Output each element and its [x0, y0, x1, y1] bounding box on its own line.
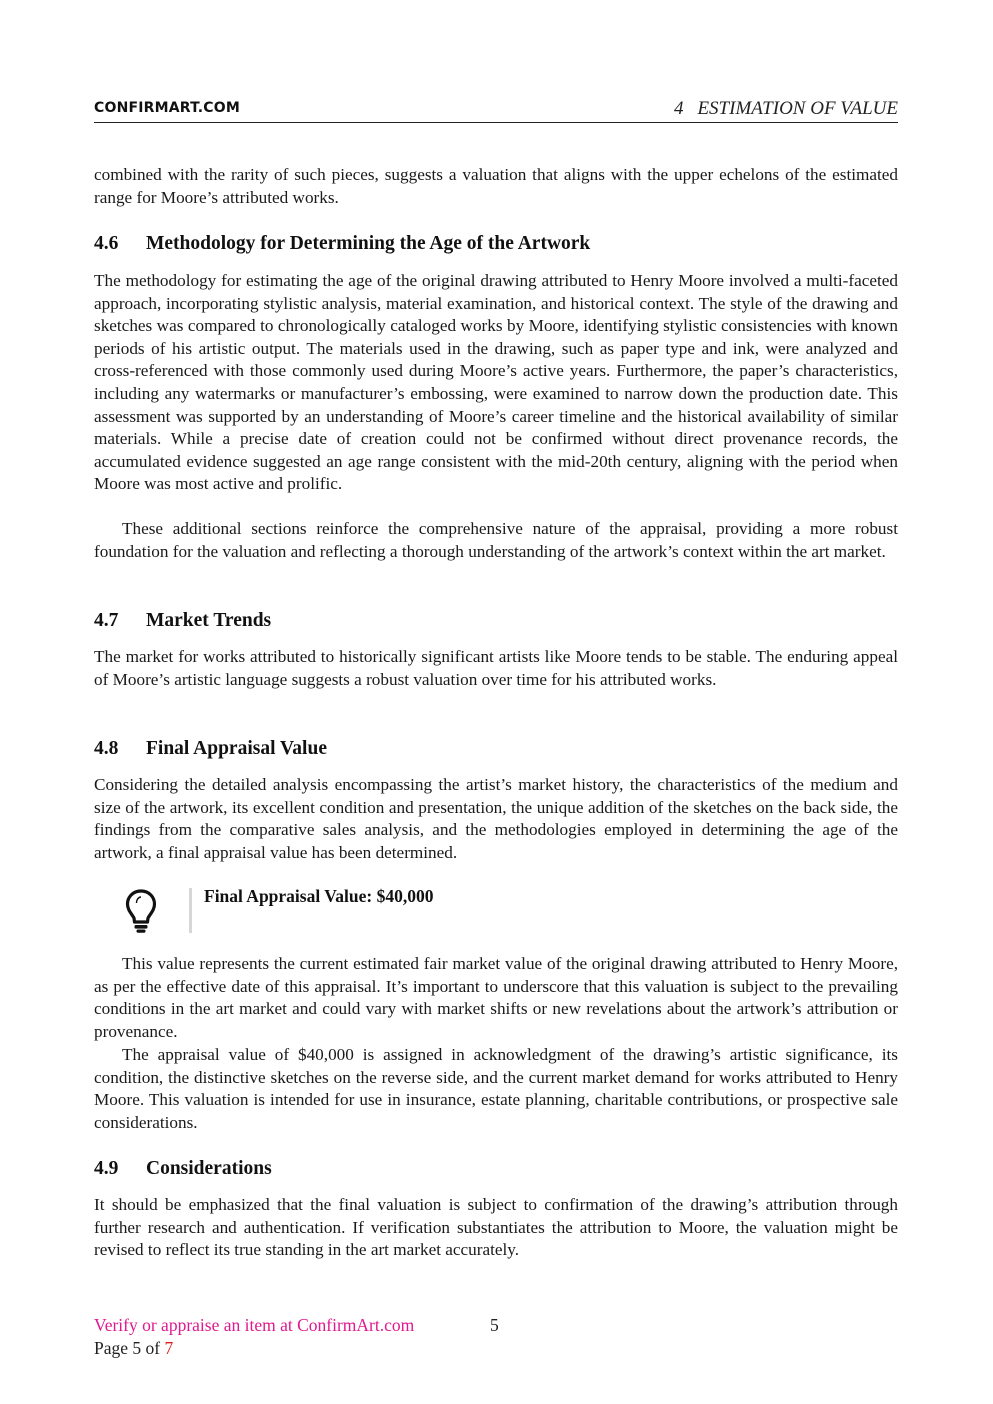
- running-head-section-number: 4: [673, 98, 684, 119]
- footer-page-number: 5: [490, 1315, 499, 1335]
- section-title: Considerations: [146, 1158, 272, 1179]
- section-number: 4.9: [94, 1158, 119, 1179]
- paragraph-4-8-1: Considering the detailed analysis encompassing the artist’s market history, the characteristics of the medium and size of the artwork, its excellent condition and presentation, the unique addition of the sketches on the back side, the findings from the comparative sales analysis, and the methodologies employed in determining the age of the artwork, a final appraisal value has been determined.: [94, 775, 898, 862]
- paragraph-4-9-1: It should be emphasized that the final valuation is subject to confirmation of the drawing’s attribution through further research and authentication. If verification substantiates the attribution to Moore, the valuation might be revised to reflect its true standing in the art market accurately.: [94, 1195, 898, 1260]
- paragraph-4-7-1: The market for works attributed to historically significant artists like Moore tends to be stable. The enduring appeal of Moore’s artistic language suggests a robust valuation over time for his attributed works.: [94, 647, 898, 689]
- section-title: Final Appraisal Value: [146, 738, 327, 759]
- running-head-section-title: ESTIMATION OF VALUE: [697, 98, 898, 119]
- section-heading-4-6: [94, 233, 898, 255]
- paragraph-4-6-2: These additional sections reinforce the comprehensive nature of the appraisal, providing a more robust foundation for the valuation and reflecting a thorough understanding of the artwork’s context within the art market.: [94, 519, 898, 561]
- section-heading-4-7: [94, 610, 898, 632]
- paragraph-4-6-1: The methodology for estimating the age of the original drawing attributed to Henry Moore involved a multi-faceted approach, incorporating stylistic analysis, material examination, and historical context. The style of the drawing and sketches was compared to chronologically cataloged works by Moore, identifying stylistic consistencies with known periods of his artistic output. The materials used in the drawing, such as paper type and ink, were analyzed and cross-referenced with those commonly used during Moore’s active years. Furthermore, the paper’s characteristics, including any watermarks or manufacturer’s embossing, were examined to narrow down the production date. This assessment was supported by an understanding of Moore’s career timeline and the historical availability of similar materials. While a precise date of creation could not be confirmed without direct provenance records, the accumulated evidence suggested an age range consistent with the mid-20th century, aligning with the period when Moore was most active and prolific.: [94, 271, 898, 494]
- page-header: [94, 98, 898, 123]
- running-head: [674, 98, 898, 120]
- lightbulb-icon: [124, 888, 158, 934]
- section-heading-4-8: [94, 738, 898, 760]
- section-number: 4.8: [94, 738, 119, 759]
- final-value-callout: [94, 886, 898, 934]
- section-number: 4.7: [94, 610, 119, 631]
- final-appraisal-value: Final Appraisal Value: $40,000: [204, 886, 434, 906]
- section-heading-4-9: [94, 1158, 898, 1180]
- callout-bar: [189, 888, 192, 933]
- page-of-indicator: [94, 1338, 173, 1359]
- section-title: Market Trends: [146, 610, 272, 631]
- section-title: Methodology for Determining the Age of the Artwork: [146, 233, 591, 254]
- page-total-link[interactable]: 7: [164, 1338, 174, 1358]
- section-number: 4.6: [94, 233, 119, 254]
- confirmart-footer-link[interactable]: Verify or appraise an item at ConfirmArt.com: [94, 1315, 415, 1335]
- intro-paragraph: combined with the rarity of such pieces, suggests a valuation that aligns with the upper echelons of the estimated range for Moore’s attributed works.: [94, 165, 898, 207]
- paragraph-4-8-2: This value represents the current estimated fair market value of the original drawing attributed to Henry Moore, as per the effective date of this appraisal. It’s important to underscore that this valuation is subject to the prevailing conditions in the art market and could vary with market shifts or new revelations about the artwork’s attribution or provenance.: [94, 954, 898, 1041]
- page-label: Page 5 of: [94, 1338, 165, 1358]
- paragraph-4-8-3: The appraisal value of $40,000 is assigned in acknowledgment of the drawing’s artistic significance, its condition, the distinctive sketches on the reverse side, and the current market demand for works attributed to Henry Moore. This valuation is intended for use in insurance, estate planning, charitable contributions, or prospective sale considerations.: [94, 1045, 898, 1132]
- confirmart-logo: CONFIRMART.COM: [94, 100, 241, 116]
